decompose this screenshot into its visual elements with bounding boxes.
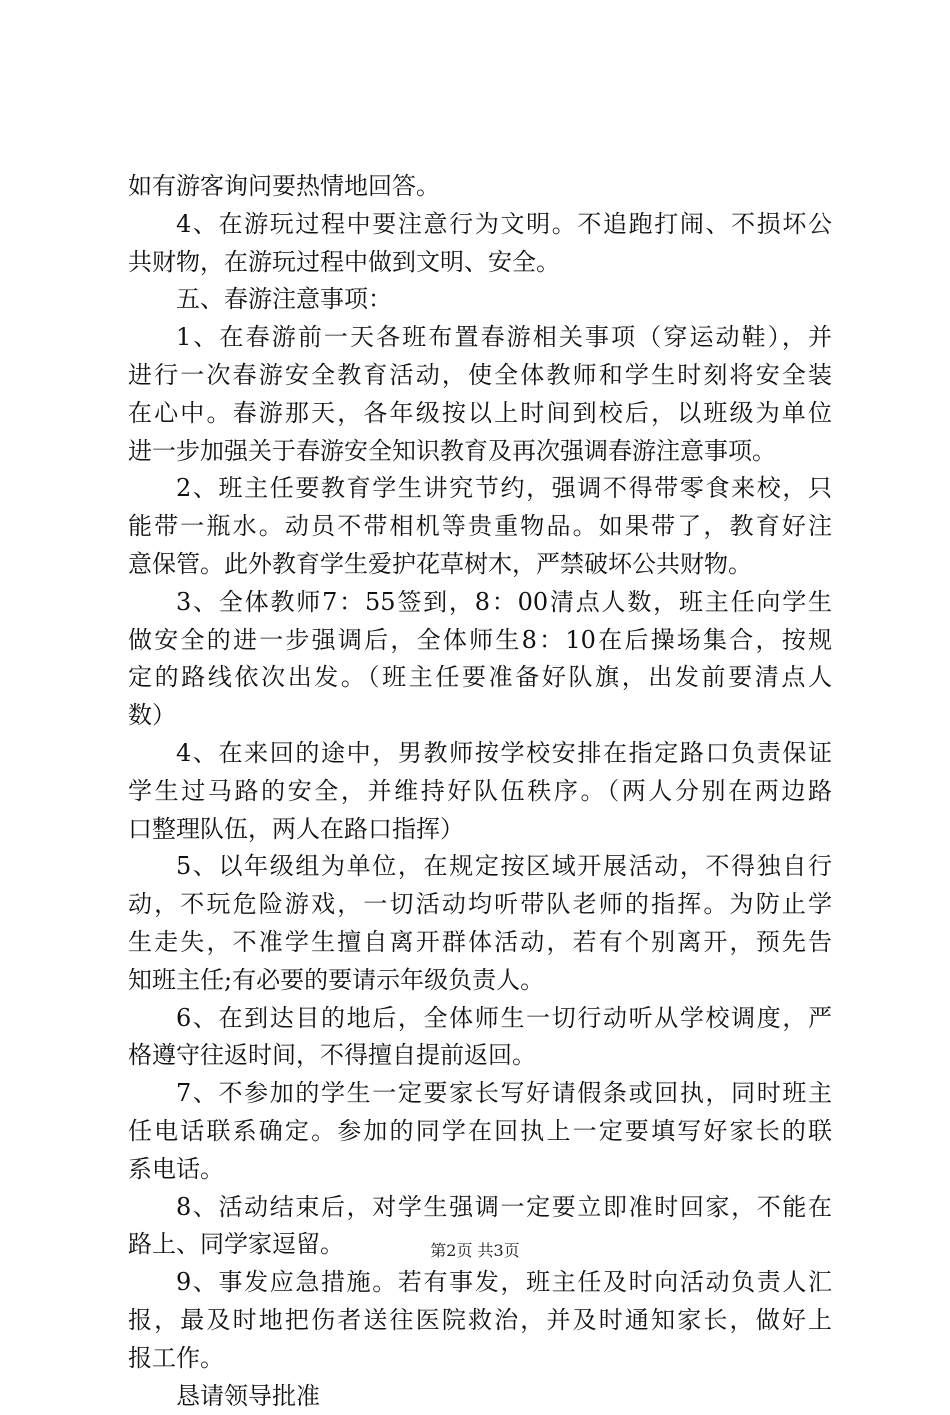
text-line: 7、不参加的学生一定要家长写好请假条或回执，同时班主 xyxy=(128,1075,832,1113)
text-line: 3、全体教师7：55签到，8：00清点人数，班主任向学生 xyxy=(128,584,832,622)
text-line: 口整理队伍，两人在路口指挥） xyxy=(128,811,832,849)
text-line: 4、在来回的途中，男教师按学校安排在指定路口负责保证 xyxy=(128,735,832,773)
text-line: 任电话联系确定。参加的同学在回执上一定要填写好家长的联 xyxy=(128,1113,832,1151)
text-line: 共财物，在游玩过程中做到文明、安全。 xyxy=(128,244,832,282)
text-line: 6、在到达目的地后，全体师生一切行动听从学校调度，严 xyxy=(128,1000,832,1038)
text-line: 格遵守往返时间，不得擅自提前返回。 xyxy=(128,1037,832,1075)
text-line: 能带一瓶水。动员不带相机等贵重物品。如果带了，教育好注 xyxy=(128,508,832,546)
page-footer: 第2页 共3页 xyxy=(0,1240,950,1262)
text-line: 进一步加强关于春游安全知识教育及再次强调春游注意事项。 xyxy=(128,433,832,471)
text-line: 1、在春游前一天各班布置春游相关事项（穿运动鞋），并 xyxy=(128,319,832,357)
text-line: 做安全的进一步强调后，全体师生8：10在后操场集合，按规 xyxy=(128,622,832,660)
text-line: 在心中。春游那天，各年级按以上时间到校后，以班级为单位 xyxy=(128,395,832,433)
text-line: 报，最及时地把伤者送往医院救治，并及时通知家长，做好上 xyxy=(128,1302,832,1340)
text-line: 意保管。此外教育学生爱护花草树木，严禁破坏公共财物。 xyxy=(128,546,832,584)
text-line: 报工作。 xyxy=(128,1340,832,1378)
text-line: 生走失，不准学生擅自离开群体活动，若有个别离开，预先告 xyxy=(128,924,832,962)
text-line: 学生过马路的安全，并维持好队伍秩序。（两人分别在两边路 xyxy=(128,773,832,811)
text-line: 5、以年级组为单位，在规定按区域开展活动，不得独自行 xyxy=(128,848,832,886)
text-line: 2、班主任要教育学生讲究节约，强调不得带零食来校，只 xyxy=(128,470,832,508)
text-line: 定的路线依次出发。（班主任要准备好队旗，出发前要清点人 xyxy=(128,659,832,697)
text-line: 4、在游玩过程中要注意行为文明。不追跑打闹、不损坏公 xyxy=(128,206,832,244)
text-line: 动，不玩危险游戏，一切活动均听带队老师的指挥。为防止学 xyxy=(128,886,832,924)
text-line: 8、活动结束后，对学生强调一定要立即准时回家，不能在 xyxy=(128,1189,832,1227)
text-line: 知班主任;有必要的要请示年级负责人。 xyxy=(128,962,832,1000)
text-line: 如有游客询问要热情地回答。 xyxy=(128,168,832,206)
text-line: 9、事发应急措施。若有事发，班主任及时向活动负责人汇 xyxy=(128,1264,832,1302)
text-line: 数） xyxy=(128,697,832,735)
text-line: 恳请领导批准 xyxy=(128,1378,832,1415)
text-line: 路上、同学家逗留。 xyxy=(128,1226,832,1264)
text-line: 系电话。 xyxy=(128,1151,832,1189)
text-line: 进行一次春游安全教育活动，使全体教师和学生时刻将安全装 xyxy=(128,357,832,395)
text-line: 五、春游注意事项： xyxy=(128,281,832,319)
document-body xyxy=(128,168,832,1415)
